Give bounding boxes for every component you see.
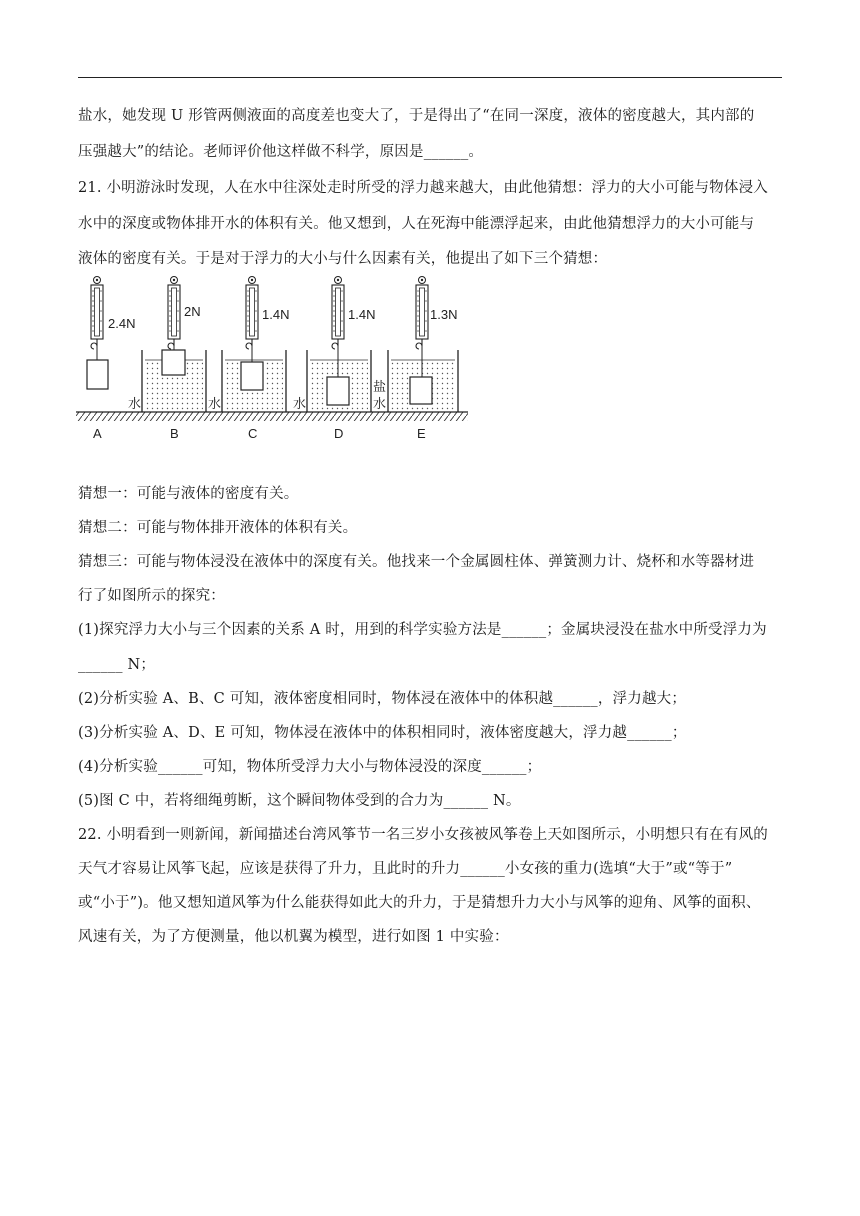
question-21-line-2: 水中的深度或物体排开水的体积有关。他又想到，人在死海中能漂浮起来，由此他猜想浮力的大小可能与 <box>78 216 755 232</box>
question-22-line-4: 风速有关，为了方便测量，他以机翼为模型，进行如图 1 中实验： <box>78 929 509 945</box>
panel-b-reading: 2N <box>184 304 201 319</box>
hypothesis-1: 猜想一：可能与液体的密度有关。 <box>78 486 299 502</box>
panel-e-liquid: 水 <box>373 397 387 412</box>
question-22-line-2: 天气才容易让风筝飞起，应该是获得了升力，且此时的升力______小女孩的重力(选填“大于”或“等于” <box>78 861 733 877</box>
panel-c-label: C <box>248 426 258 441</box>
panel-d-liquid: 水 <box>293 397 307 412</box>
panel-a-reading: 2.4N <box>108 316 136 331</box>
sub-question-1-line-2: ______ N； <box>78 657 156 673</box>
question-21-line-3: 液体的密度有关。于是对于浮力的大小与什么因素有关，他提出了如下三个猜想： <box>78 251 608 267</box>
sub-question-5: (5)图 C 中，若将细绳剪断，这个瞬间物体受到的合力为______ N。 <box>78 793 521 809</box>
text-line-1: 盐水，她发现 U 形管两侧液面的高度差也变大了，于是得出了“在同一深度，液体的密度越大，其内部的 <box>78 108 755 124</box>
panel-e-reading: 1.3N <box>430 307 458 322</box>
question-21-line-1: 21. 小明游泳时发现，人在水中往深处走时所受的浮力越来越大，由此他猜想：浮力的大小可能与物体浸入 <box>78 180 768 196</box>
sub-question-1-line-1: (1)探究浮力大小与三个因素的关系 A 时，用到的科学实验方法是______；金属块浸没在盐水中所受浮力为 <box>78 622 767 638</box>
hypothesis-2: 猜想二：可能与物体排开液体的体积有关。 <box>78 520 358 536</box>
panel-e-liquid-top: 盐 <box>373 380 387 395</box>
panel-b-liquid: 水 <box>128 397 142 412</box>
panel-c-reading: 1.4N <box>262 307 290 322</box>
question-22-line-1: 22. 小明看到一则新闻，新闻描述台湾风筝节一名三岁小女孩被风筝卷上天如图所示，小明想只有在有风的 <box>78 827 768 843</box>
panel-b-label: B <box>170 426 179 441</box>
hypothesis-3-line-1: 猜想三：可能与物体浸没在液体中的深度有关。他找来一个金属圆柱体、弹簧测力计、烧杯和水等器材进 <box>78 554 755 570</box>
panel-c-liquid: 水 <box>208 397 222 412</box>
hypothesis-3-line-2: 行了如图所示的探究： <box>78 588 225 604</box>
header-rule <box>78 77 782 78</box>
sub-question-4: (4)分析实验______可知，物体所受浮力大小与物体浸没的深度______； <box>78 759 542 775</box>
question-22-line-3: 或“小于”)。他又想知道风筝为什么能获得如此大的升力，于是猜想升力大小与风筝的迎角、风筝的面积、 <box>78 895 761 911</box>
sub-question-2: (2)分析实验 A、B、C 可知，液体密度相同时，物体浸在液体中的体积越______，浮力越大； <box>78 691 687 707</box>
buoyancy-experiment-figure <box>76 272 468 446</box>
panel-a-label: A <box>93 426 102 441</box>
text-line-2: 压强越大”的结论。老师评价他这样做不科学，原因是______。 <box>78 144 484 160</box>
panel-d-reading: 1.4N <box>348 307 376 322</box>
panel-d-label: D <box>334 426 344 441</box>
panel-e-label: E <box>417 426 426 441</box>
sub-question-3: (3)分析实验 A、D、E 可知，物体浸在液体中的体积相同时，液体密度越大，浮力越______； <box>78 725 687 741</box>
